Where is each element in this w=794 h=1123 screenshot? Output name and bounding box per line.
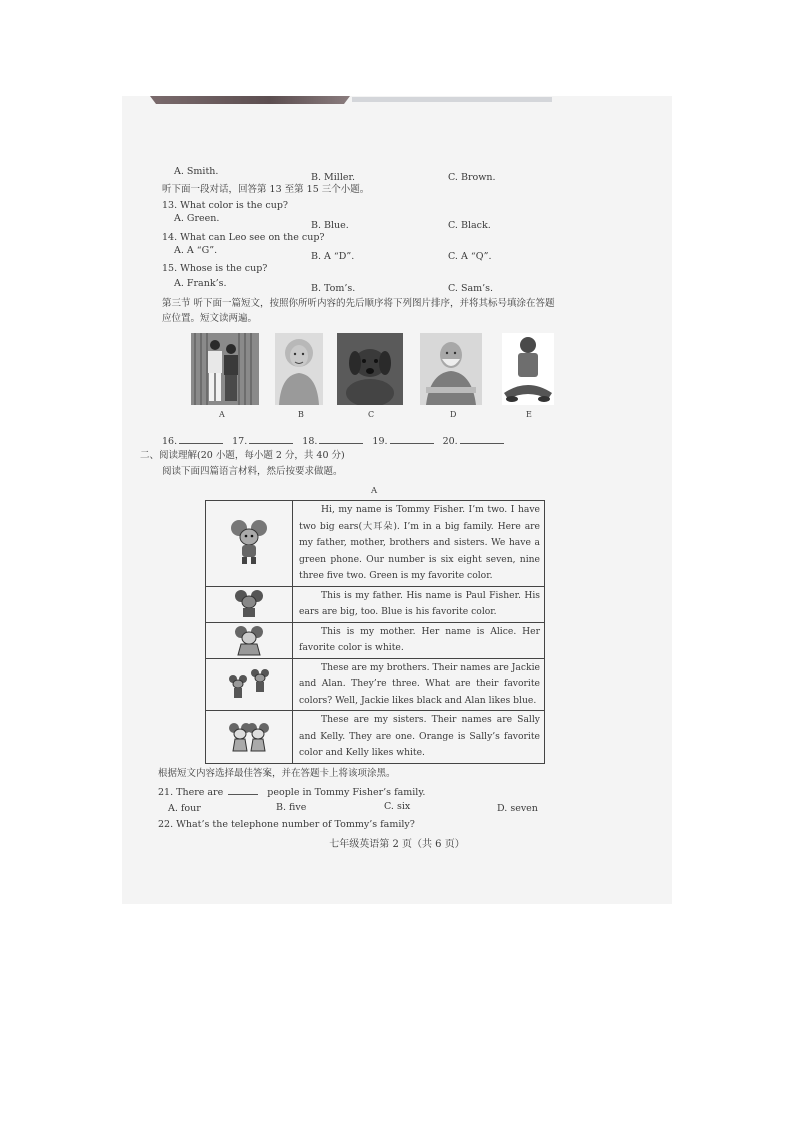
tommy-mouse-icon <box>229 518 269 568</box>
mouse-image-cell <box>206 711 293 764</box>
brothers-mouse-icon <box>227 667 271 701</box>
answer-blank-20[interactable] <box>460 434 504 444</box>
q15-option-b: B. Tom’s. <box>311 283 356 294</box>
blank-label-20: 20. <box>442 436 458 447</box>
q21-answer-blank[interactable] <box>228 785 258 795</box>
passage-text: These are my sisters. Their names are Sally and Kelly. They are one. Orange is Sally’s favorite color and Kelly likes white. <box>293 711 545 764</box>
q21-stem-pre: 21. There are <box>158 787 224 798</box>
passage-text: These are my brothers. Their names are Jackie and Alan. They’re three. What are their favorite colors? Well, Jackie likes black and Alan likes blue. <box>293 658 545 711</box>
choose-instruction: 根据短文内容选择最佳答案，并在答题卡上将该项涂黑。 <box>158 768 396 779</box>
q12-option-a: A. Smith. <box>174 166 219 177</box>
dialog-intro: 听下面一段对话，回答第 13 至第 15 三个小题。 <box>162 184 370 195</box>
page-footer: 七年级英语第 2 页（共 6 页） <box>329 839 465 850</box>
q21-option-c: C. six <box>384 801 411 812</box>
blank-label-16: 16. <box>162 436 178 447</box>
answer-blank-17[interactable] <box>249 434 293 444</box>
reading-heading: 二、阅读理解(20 小题，每小题 2 分，共 40 分) <box>140 450 345 461</box>
picture-c-dog <box>337 333 403 405</box>
section3-instruction-line2: 应位置。短文读两遍。 <box>162 313 258 324</box>
passage-text: Hi, my name is Tommy Fisher. I’m two. I have two big ears(大耳朵). I’m in a big family. Here are my father, mother, brothers and sisters. We have a green phone. Our number is six eight seven, nine three five two. Green is my favorite color. <box>293 501 545 587</box>
table-row <box>206 622 545 658</box>
table-row <box>206 586 545 622</box>
picture-a-couple <box>191 333 259 405</box>
passage-text: This is my mother. Her name is Alice. Her favorite color is white. <box>293 622 545 658</box>
mouse-image-cell <box>206 658 293 711</box>
q22-stem: 22. What’s the telephone number of Tommy’s family? <box>158 819 415 830</box>
q13-stem: 13. What color is the cup? <box>162 200 288 211</box>
blank-label-17: 17. <box>232 436 248 447</box>
q13-option-b: B. Blue. <box>311 220 349 231</box>
q14-option-a: A. A “G”. <box>174 245 218 256</box>
q21-stem-post: people in Tommy Fisher’s family. <box>267 787 426 798</box>
picture-label-a: A <box>219 410 225 419</box>
picture-label-c: C <box>368 410 375 419</box>
answer-blank-18[interactable] <box>319 434 363 444</box>
blank-label-18: 18. <box>302 436 318 447</box>
q14-stem: 14. What can Leo see on the cup? <box>162 232 325 243</box>
q14-option-b: B. A “D”. <box>311 251 355 262</box>
sisters-mouse-icon <box>227 720 271 754</box>
q21-stem <box>158 785 425 799</box>
q12-option-c: C. Brown. <box>448 172 496 183</box>
table-row <box>206 501 545 587</box>
q15-stem: 15. Whose is the cup? <box>162 263 268 274</box>
q21-option-d: D. seven <box>497 803 538 814</box>
q15-option-c: C. Sam’s. <box>448 283 494 294</box>
page-edge-shadow <box>150 96 350 104</box>
picture-d-grandfather <box>420 333 482 405</box>
answer-blanks-row <box>162 434 510 448</box>
blank-label-19: 19. <box>372 436 388 447</box>
passage-text: This is my father. His name is Paul Fisher. His ears are big, too. Blue is his favorite color. <box>293 586 545 622</box>
picture-e-boy <box>502 333 554 405</box>
section3-instruction-line1: 第三节 听下面一篇短文，按照你所听内容的先后顺序将下列图片排序，并将其标号填涂在答题 <box>162 298 555 309</box>
passage-label: A <box>371 486 378 496</box>
q21-option-b: B. five <box>276 802 307 813</box>
father-mouse-icon <box>232 589 266 619</box>
answer-blank-16[interactable] <box>179 434 223 444</box>
picture-label-e: E <box>526 410 532 419</box>
mother-mouse-icon <box>232 624 266 656</box>
page-edge-light <box>352 97 552 102</box>
q13-option-a: A. Green. <box>174 213 220 224</box>
q15-option-a: A. Frank’s. <box>174 278 227 289</box>
mouse-image-cell <box>206 586 293 622</box>
answer-blank-19[interactable] <box>390 434 434 444</box>
table-row <box>206 658 545 711</box>
q12-option-b: B. Miller. <box>311 172 356 183</box>
reading-intro: 阅读下面四篇语言材料，然后按要求做题。 <box>162 466 343 477</box>
picture-label-d: D <box>450 410 457 419</box>
passage-a-table <box>205 500 545 764</box>
picture-b-grandmother <box>275 333 323 405</box>
mouse-image-cell <box>206 501 293 587</box>
q13-option-c: C. Black. <box>448 220 491 231</box>
table-row <box>206 711 545 764</box>
q21-option-a: A. four <box>168 803 201 814</box>
picture-label-b: B <box>298 410 304 419</box>
q14-option-c: C. A “Q”. <box>448 251 492 262</box>
mouse-image-cell <box>206 622 293 658</box>
